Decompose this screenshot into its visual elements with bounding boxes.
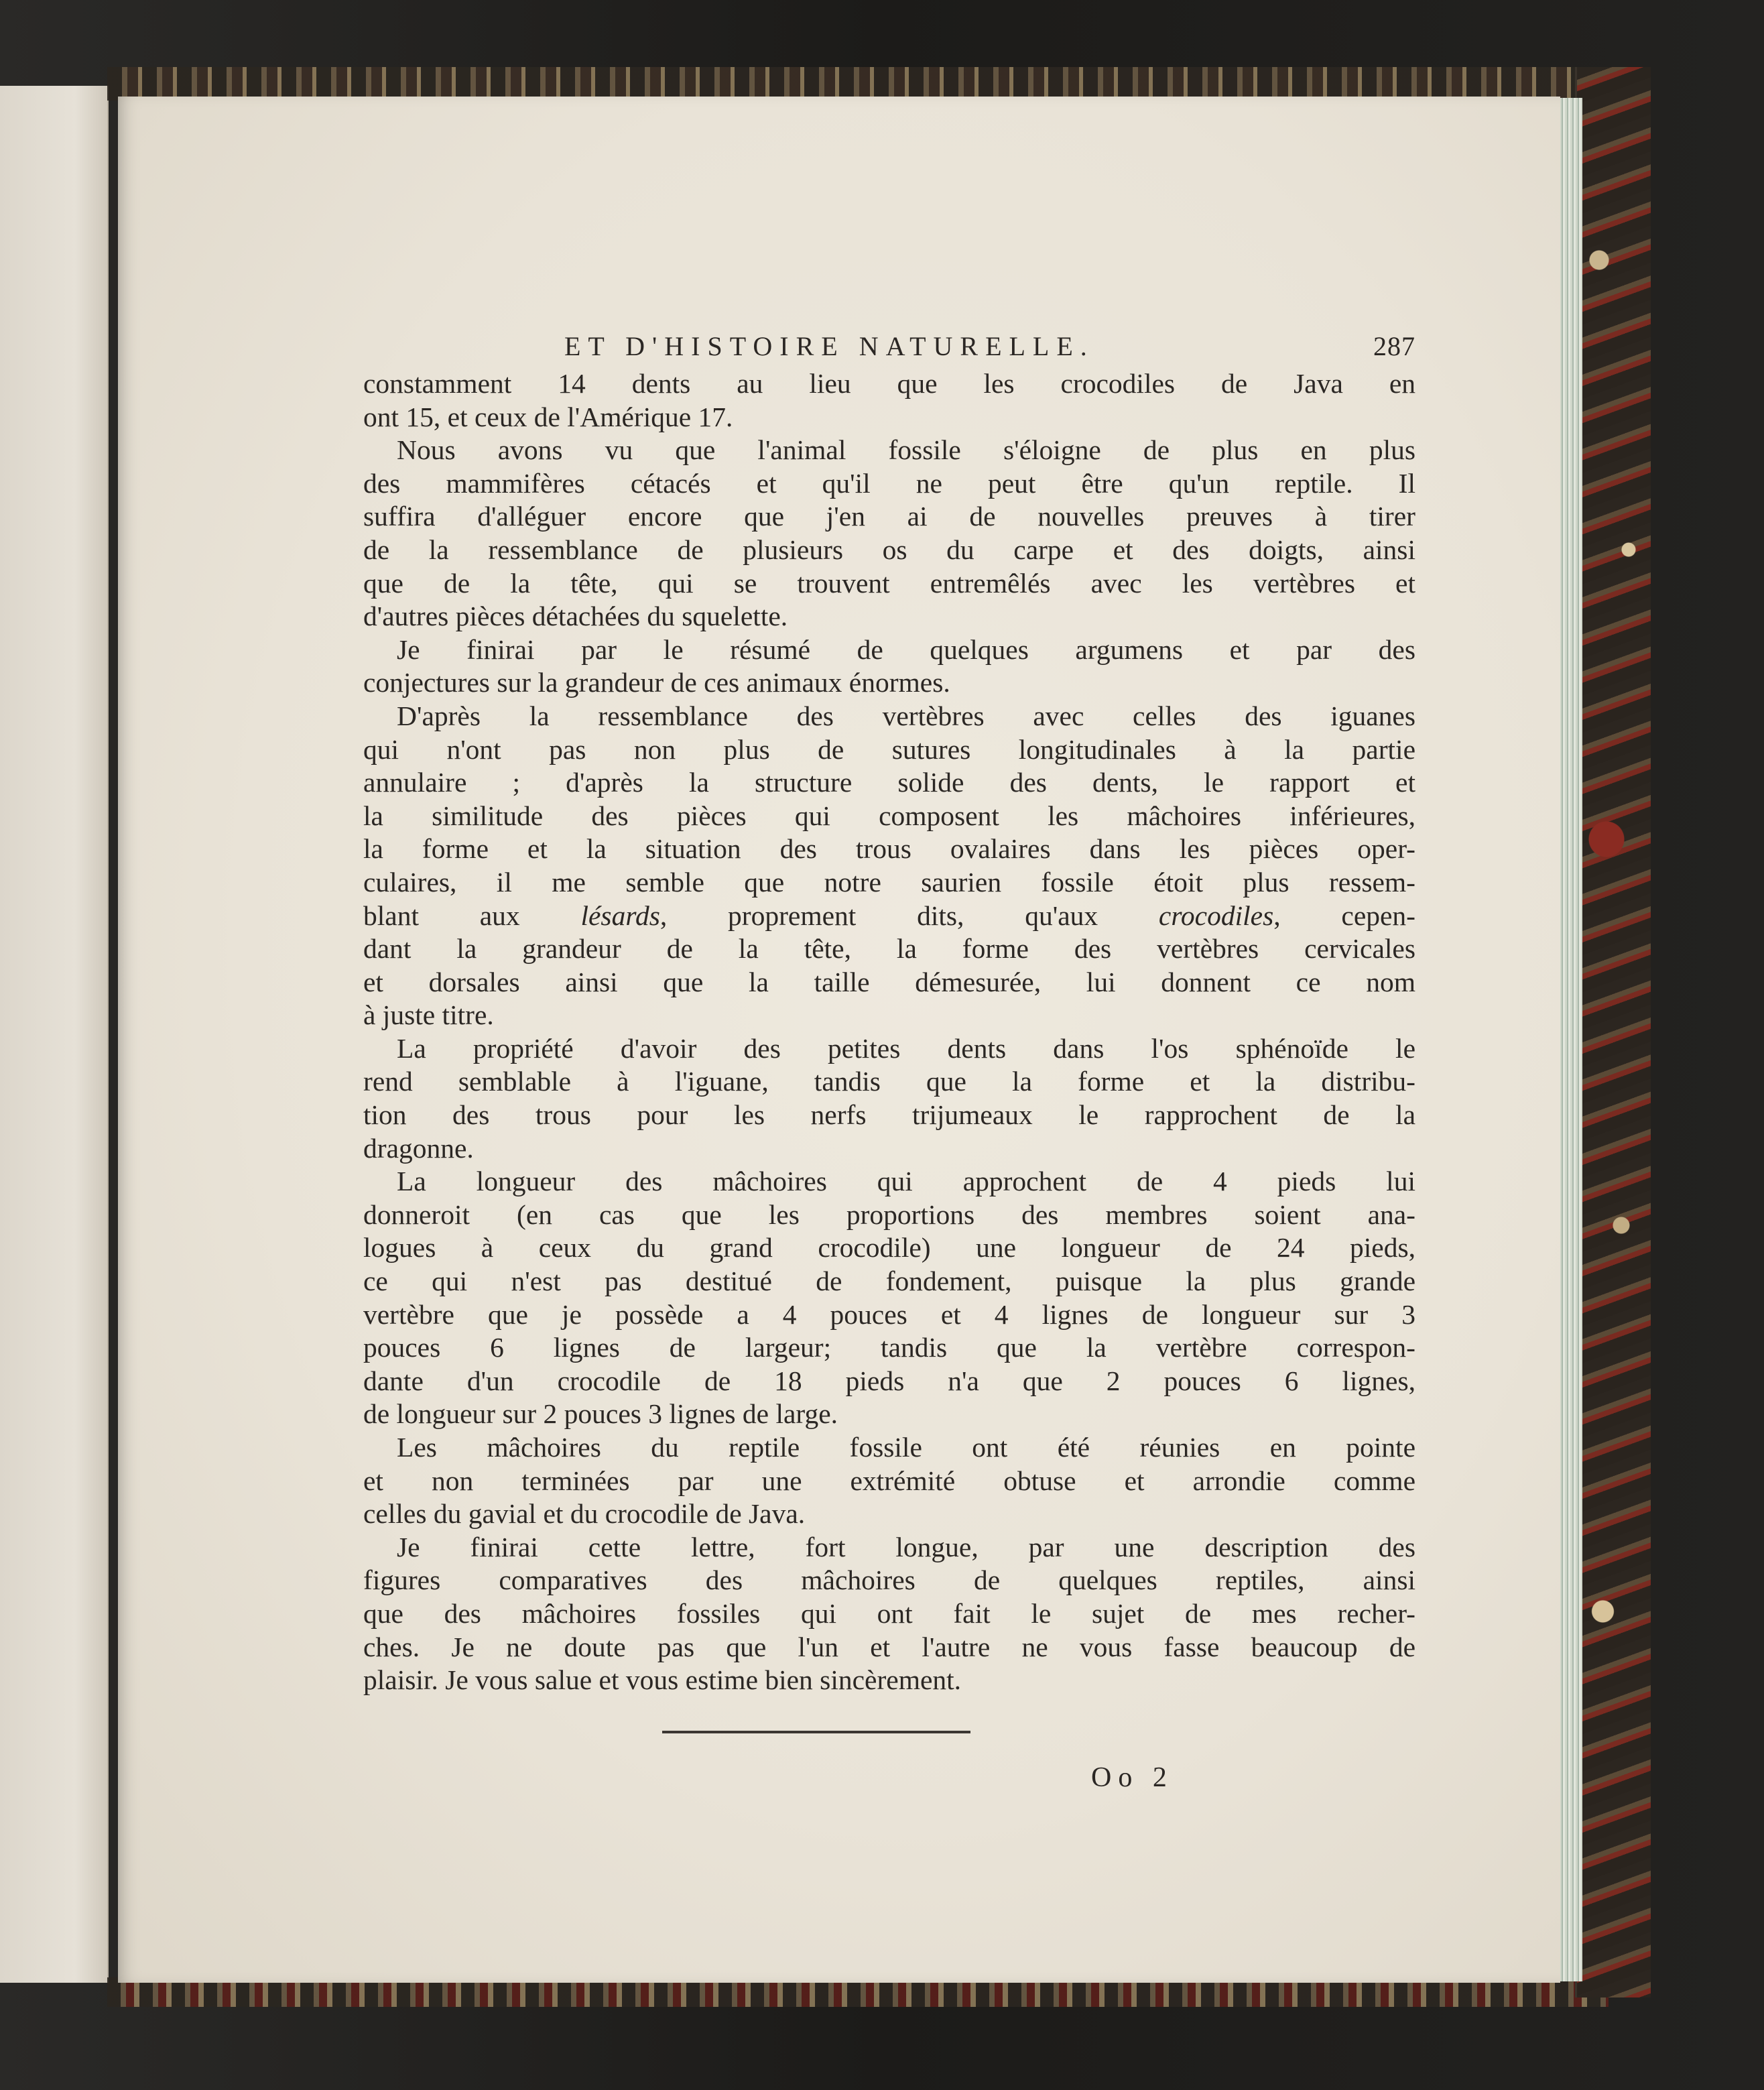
facing-page-left <box>0 86 109 1983</box>
paragraph <box>363 1431 1415 1531</box>
page-number: 287 <box>1373 331 1415 361</box>
text-line: la forme et la situation des trous ovalaires dans les pièces oper- <box>363 833 1415 865</box>
book-page <box>118 97 1560 1983</box>
text-line: Nous avons vu que l'animal fossile s'éloigne de plus en plus <box>397 434 1415 466</box>
text-line: vertèbre que je possède a 4 pouces et 4 lignes de longueur sur 3 <box>363 1298 1415 1330</box>
text-line: tion des trous pour les nerfs trijumeaux le rapprochent de la <box>363 1099 1415 1131</box>
text-line: blant aux lésards, proprement dits, qu'aux crocodiles, cepen- <box>363 900 1415 931</box>
text-line: d'autres pièces détachées du squelette. <box>363 601 788 632</box>
text-line: logues à ceux du grand crocodile) une longueur de 24 pieds, <box>363 1232 1415 1264</box>
text-line: Je finirai cette lettre, fort longue, par une description des <box>397 1531 1415 1562</box>
body-text <box>363 367 1415 1697</box>
text-line: plaisir. Je vous salue et vous estime bien sincèrement. <box>363 1664 962 1696</box>
signature-mark: Oo 2 <box>1091 1762 1174 1793</box>
text-line: et dorsales ainsi que la taille démesurée, lui donnent ce nom <box>363 966 1415 997</box>
text-line: pouces 6 lignes de largeur; tandis que la vertèbre correspon- <box>363 1332 1415 1363</box>
text-line: ont 15, et ceux de l'Amérique 17. <box>363 401 733 432</box>
text-line: de longueur sur 2 pouces 3 lignes de large. <box>363 1398 838 1430</box>
text-line: dant la grandeur de la tête, la forme des vertèbres cervicales <box>363 933 1415 965</box>
text-line: dante d'un crocodile de 18 pieds n'a que 2 pouces 6 lignes, <box>363 1365 1415 1396</box>
text-line: de la ressemblance de plusieurs os du carpe et des doigts, ainsi <box>363 534 1415 565</box>
text-line: conjectures sur la grandeur de ces animaux énormes. <box>363 667 950 698</box>
text-line: figures comparatives des mâchoires de quelques reptiles, ainsi <box>363 1564 1415 1596</box>
text-line: à juste titre. <box>363 999 494 1031</box>
paragraph <box>363 700 1415 1032</box>
paragraph <box>363 633 1415 700</box>
text-line: Les mâchoires du reptile fossile ont été réunies en pointe <box>397 1432 1415 1463</box>
page-edges <box>1559 98 1582 1981</box>
paragraph <box>363 1165 1415 1431</box>
text-line: Je finirai par le résumé de quelques argumens et par des <box>397 633 1415 665</box>
text-line: celles du gavial et du crocodile de Java. <box>363 1498 806 1530</box>
text-line: qui n'ont pas non plus de sutures longitudinales à la partie <box>363 733 1415 765</box>
text-line: constamment 14 dents au lieu que les crocodiles de Java en <box>363 368 1415 399</box>
paragraph <box>363 1531 1415 1697</box>
running-head <box>363 326 1415 367</box>
text-line: culaires, il me semble que notre saurien fossile étoit plus ressem- <box>363 866 1415 898</box>
paragraph <box>363 367 1415 434</box>
marbled-board-right <box>1575 67 1651 1997</box>
text-line: La propriété d'avoir des petites dents dans l'os sphénoïde le <box>397 1032 1415 1064</box>
marbled-board-top <box>107 67 1609 101</box>
running-title: ET D'HISTOIRE NATURELLE. <box>564 331 1094 361</box>
paragraph <box>363 434 1415 633</box>
text-line: des mammifères cétacés et qu'il ne peut être qu'un reptile. Il <box>363 467 1415 499</box>
text-line: D'après la ressemblance des vertèbres avec celles des iguanes <box>397 700 1415 731</box>
text-line: ce qui n'est pas destitué de fondement, puisque la plus grande <box>363 1266 1415 1297</box>
text-line: rend semblable à l'iguane, tandis que la forme et la distribu- <box>363 1066 1415 1097</box>
text-line: que des mâchoires fossiles qui ont fait le sujet de mes recher- <box>363 1597 1415 1629</box>
text-line: et non terminées par une extrémité obtuse et arrondie comme <box>363 1465 1415 1496</box>
text-line: la similitude des pièces qui composent les mâchoires inférieures, <box>363 800 1415 831</box>
text-line: La longueur des mâchoires qui approchent de 4 pieds lui <box>397 1166 1415 1197</box>
page-content <box>363 326 1415 1697</box>
text-line: suffira d'alléguer encore que j'en ai de nouvelles preuves à tirer <box>363 501 1415 532</box>
text-line: donneroit (en cas que les proportions des membres soient ana- <box>363 1198 1415 1230</box>
closing-rule <box>662 1731 970 1733</box>
text-line: que de la tête, qui se trouvent entremêlés avec les vertèbres et <box>363 567 1415 599</box>
text-line: ches. Je ne doute pas que l'un et l'autre ne vous fasse beaucoup de <box>363 1631 1415 1662</box>
text-line: dragonne. <box>363 1132 474 1164</box>
text-line: annulaire ; d'après la structure solide des dents, le rapport et <box>363 767 1415 798</box>
paragraph <box>363 1032 1415 1165</box>
